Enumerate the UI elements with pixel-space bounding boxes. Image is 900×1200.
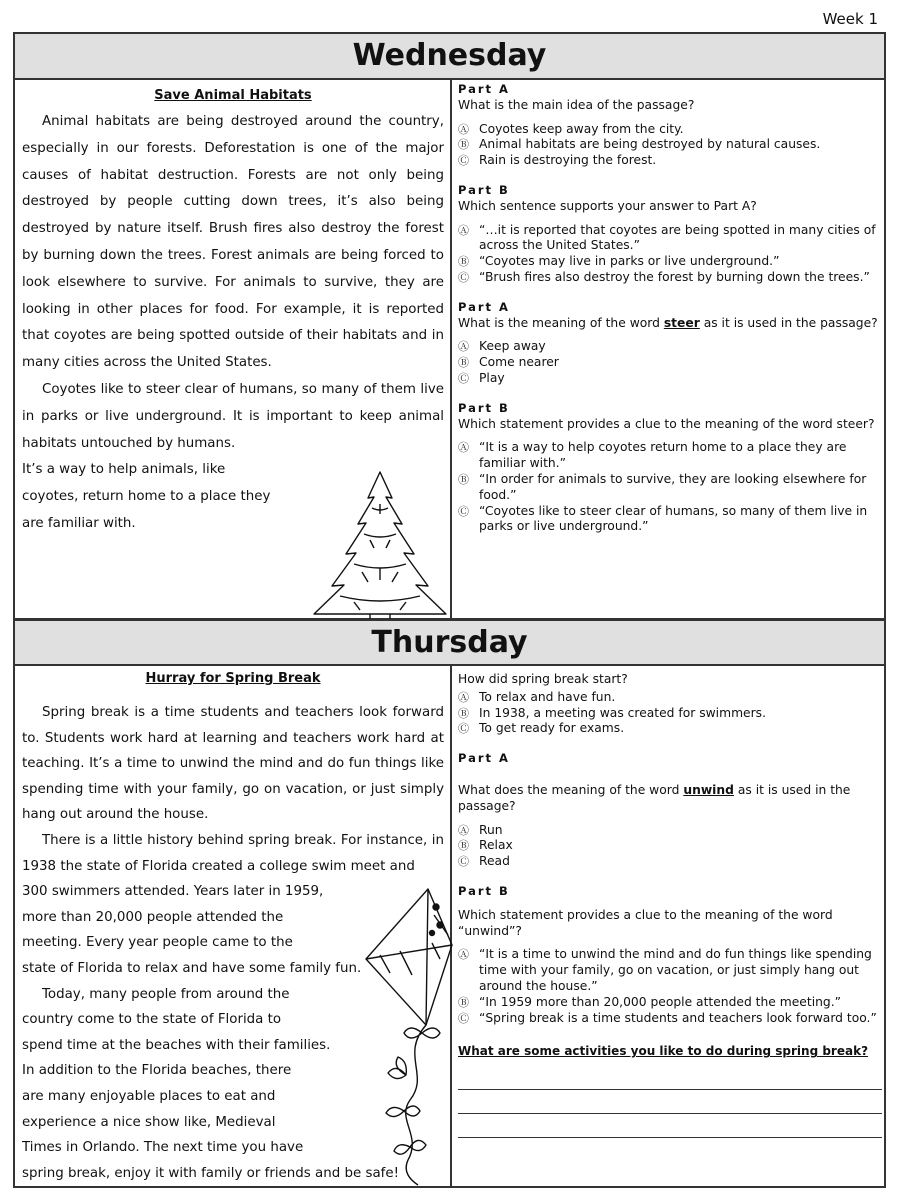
- option-circle-icon: Ⓐ: [458, 122, 469, 136]
- story-line: state of Florida to relax and have some family fun.: [22, 960, 362, 976]
- question-text: Which statement provides a clue to the meaning of the word “unwind”?: [458, 907, 833, 938]
- option-text: Keep away: [479, 339, 546, 354]
- option-text: To relax and have fun.: [479, 689, 616, 704]
- option-circle-icon: Ⓒ: [458, 504, 469, 518]
- question-text: [458, 316, 882, 332]
- reading-passage: [22, 88, 444, 538]
- answer-option-a[interactable]: [458, 947, 882, 994]
- answer-option-a[interactable]: [458, 690, 882, 706]
- option-text: Rain is destroying the forest.: [479, 153, 657, 168]
- wednesday-section: [13, 32, 886, 620]
- question-block: [458, 751, 882, 870]
- option-text: “It is a way to help coyotes return home to a place they are familiar with.”: [479, 440, 847, 471]
- thursday-section: [13, 619, 886, 1188]
- question-text-start: What is the meaning of the word: [458, 315, 664, 330]
- option-circle-icon: Ⓑ: [458, 356, 469, 370]
- option-text: In 1938, a meeting was created for swimmers.: [479, 705, 766, 720]
- day-heading-thursday: Thursday: [15, 621, 884, 666]
- story-line: 300 swimmers attended. Years later in 1959,: [22, 884, 324, 900]
- week-label: Week 1: [822, 10, 878, 28]
- vocabulary-word: steer: [663, 315, 700, 330]
- option-text: Run: [479, 822, 503, 837]
- option-circle-icon: Ⓑ: [458, 839, 469, 853]
- answer-line[interactable]: [458, 1090, 882, 1114]
- answer-option-a[interactable]: [458, 339, 882, 355]
- question-text-end: as it is used in the passage?: [458, 782, 851, 813]
- kite-illustration: [360, 885, 456, 1189]
- option-circle-icon: Ⓒ: [458, 855, 469, 869]
- option-text: “Coyotes like to steer clear of humans, so many of them live in parks or live underground.”: [479, 503, 868, 534]
- answer-option-c[interactable]: [458, 854, 882, 870]
- option-circle-icon: Ⓑ: [458, 472, 469, 486]
- option-circle-icon: Ⓒ: [458, 371, 469, 385]
- option-circle-icon: Ⓐ: [458, 823, 469, 837]
- answer-option-b[interactable]: [458, 355, 882, 371]
- question-text: Which sentence supports your answer to Part A?: [458, 198, 757, 213]
- story-line: country come to the state of Florida to: [22, 1012, 282, 1028]
- question-block: [458, 401, 882, 535]
- answer-option-a[interactable]: [458, 440, 882, 472]
- question-block: [458, 672, 882, 737]
- answer-option-a[interactable]: [458, 823, 882, 839]
- option-circle-icon: Ⓐ: [458, 441, 469, 455]
- column-divider: [450, 80, 452, 618]
- story-title: Save Animal Habitats: [154, 88, 312, 103]
- story-line: meeting. Every year people came to the: [22, 935, 293, 951]
- story-line: spring break, enjoy it with family or friends and be safe!: [22, 1165, 399, 1181]
- story-line: In addition to the Florida beaches, there: [22, 1063, 292, 1079]
- answer-line[interactable]: [458, 1114, 882, 1138]
- question-text-start: What does the meaning of the word: [458, 782, 684, 797]
- story-line: It’s a way to help animals, like: [22, 462, 226, 478]
- questions-panel: [458, 82, 882, 535]
- part-label: Part A: [458, 299, 510, 314]
- story-line: spend time at the beaches with their families.: [22, 1037, 331, 1053]
- option-circle-icon: Ⓒ: [458, 1011, 469, 1025]
- option-circle-icon: Ⓒ: [458, 154, 469, 168]
- answer-option-c[interactable]: [458, 1011, 882, 1027]
- answer-option-b[interactable]: [458, 472, 882, 504]
- part-label: Part A: [458, 82, 510, 96]
- option-text: Animal habitats are being destroyed by natural causes.: [479, 137, 821, 152]
- story-line: experience a nice show like, Medieval: [22, 1114, 276, 1130]
- question-text: [458, 783, 882, 815]
- question-block: [458, 884, 882, 1026]
- question-block: [458, 300, 882, 387]
- answer-lines[interactable]: [458, 1066, 882, 1138]
- part-label: Part B: [458, 182, 510, 197]
- answer-option-c[interactable]: [458, 270, 882, 286]
- option-text: “Spring break is a time students and teachers look forward too.”: [479, 1010, 877, 1025]
- story-paragraph: There is a little history behind spring break. For instance, in 1938 the state of Florida created a college swim meet and: [22, 832, 444, 874]
- question-text: Which statement provides a clue to the meaning of the word steer?: [458, 416, 875, 431]
- answer-option-b[interactable]: [458, 838, 882, 854]
- option-text: “In 1959 more than 20,000 people attended the meeting.”: [479, 994, 841, 1009]
- story-line: Today, many people from around the: [42, 986, 290, 1002]
- story-title: Hurray for Spring Break: [145, 671, 321, 686]
- option-circle-icon: Ⓑ: [458, 995, 469, 1009]
- answer-option-a[interactable]: [458, 223, 882, 255]
- option-text: “Coyotes may live in parks or live underground.”: [479, 254, 780, 269]
- pine-tree-illustration: [310, 468, 450, 628]
- option-text: Relax: [479, 838, 513, 853]
- answer-option-b[interactable]: [458, 995, 882, 1011]
- option-circle-icon: Ⓑ: [458, 706, 469, 720]
- answer-option-b[interactable]: [458, 706, 882, 722]
- question-text-end: as it is used in the passage?: [699, 315, 878, 330]
- question-text: What is the main idea of the passage?: [458, 97, 695, 112]
- day-heading-wednesday: Wednesday: [15, 34, 884, 80]
- option-circle-icon: Ⓒ: [458, 722, 469, 736]
- question-text: How did spring break start?: [458, 672, 628, 686]
- part-label: Part B: [458, 400, 510, 415]
- option-text: Play: [479, 370, 505, 385]
- story-paragraph: Coyotes like to steer clear of humans, so many of them live in parks or live underground. It is important to keep animal habitats untouched by humans.: [22, 381, 444, 451]
- option-text: “It is a time to unwind the mind and do fun things like spending time with your family, go on vacation, or just simply hang out around the house.”: [479, 947, 872, 993]
- answer-option-c[interactable]: [458, 721, 882, 737]
- option-text: “…it is reported that coyotes are being spotted in many cities of across the United States.”: [479, 222, 876, 253]
- questions-panel: [458, 672, 882, 1138]
- reading-passage: [22, 671, 444, 1186]
- part-label: Part A: [458, 751, 510, 766]
- answer-option-c[interactable]: [458, 371, 882, 387]
- option-circle-icon: Ⓐ: [458, 690, 469, 704]
- option-text: Coyotes keep away from the city.: [479, 121, 684, 136]
- answer-option-c[interactable]: [458, 153, 882, 169]
- option-text: Read: [479, 854, 510, 869]
- story-line: are familiar with.: [22, 515, 136, 531]
- answer-line[interactable]: [458, 1066, 882, 1090]
- option-circle-icon: Ⓒ: [458, 270, 469, 284]
- answer-option-c[interactable]: [458, 504, 882, 536]
- story-paragraph: Spring break is a time students and teachers look forward to. Students work hard at learning and teachers work hard at teaching. It’s a time to unwind the mind and do fun things like spending time with your family, go on vacation, or just simply hang out around the house.: [22, 705, 444, 823]
- option-text: “Brush fires also destroy the forest by burning down the trees.”: [479, 269, 870, 284]
- option-text: To get ready for exams.: [479, 721, 625, 736]
- vocabulary-word: unwind: [683, 782, 734, 797]
- question-block: [458, 82, 882, 169]
- story-line: are many enjoyable places to eat and: [22, 1088, 276, 1104]
- option-circle-icon: Ⓐ: [458, 948, 469, 962]
- option-text: Come nearer: [479, 355, 559, 370]
- answer-option-a[interactable]: [458, 122, 882, 138]
- part-label: Part B: [458, 883, 510, 898]
- option-circle-icon: Ⓐ: [458, 340, 469, 354]
- question-block: [458, 183, 882, 286]
- story-line: more than 20,000 people attended the: [22, 909, 284, 925]
- open-response-question: What are some activities you like to do during spring break?: [458, 1044, 869, 1059]
- story-line: Times in Orlando. The next time you have: [22, 1140, 304, 1156]
- option-circle-icon: Ⓐ: [458, 223, 469, 237]
- answer-option-b[interactable]: [458, 137, 882, 153]
- story-paragraph: Animal habitats are being destroyed around the country, especially in our forests. Deforestation is one of the major causes of habitat destruction. Forests are not only being destroyed by people cutting down trees, it’s also being destroyed by nature itself. Brush fires also destroy the forest by burning down the trees. Forest animals are being forced to look elsewhere to survive. For animals to survive, they are looking in other places for food. For example, it is reported that coyotes are being spotted outside of their habitats and in many cities across the United States.: [22, 114, 444, 371]
- option-circle-icon: Ⓑ: [458, 255, 469, 269]
- story-line: coyotes, return home to a place they: [22, 489, 271, 505]
- option-circle-icon: Ⓑ: [458, 138, 469, 152]
- answer-option-b[interactable]: [458, 254, 882, 270]
- option-text: “In order for animals to survive, they are looking elsewhere for food.”: [479, 471, 867, 502]
